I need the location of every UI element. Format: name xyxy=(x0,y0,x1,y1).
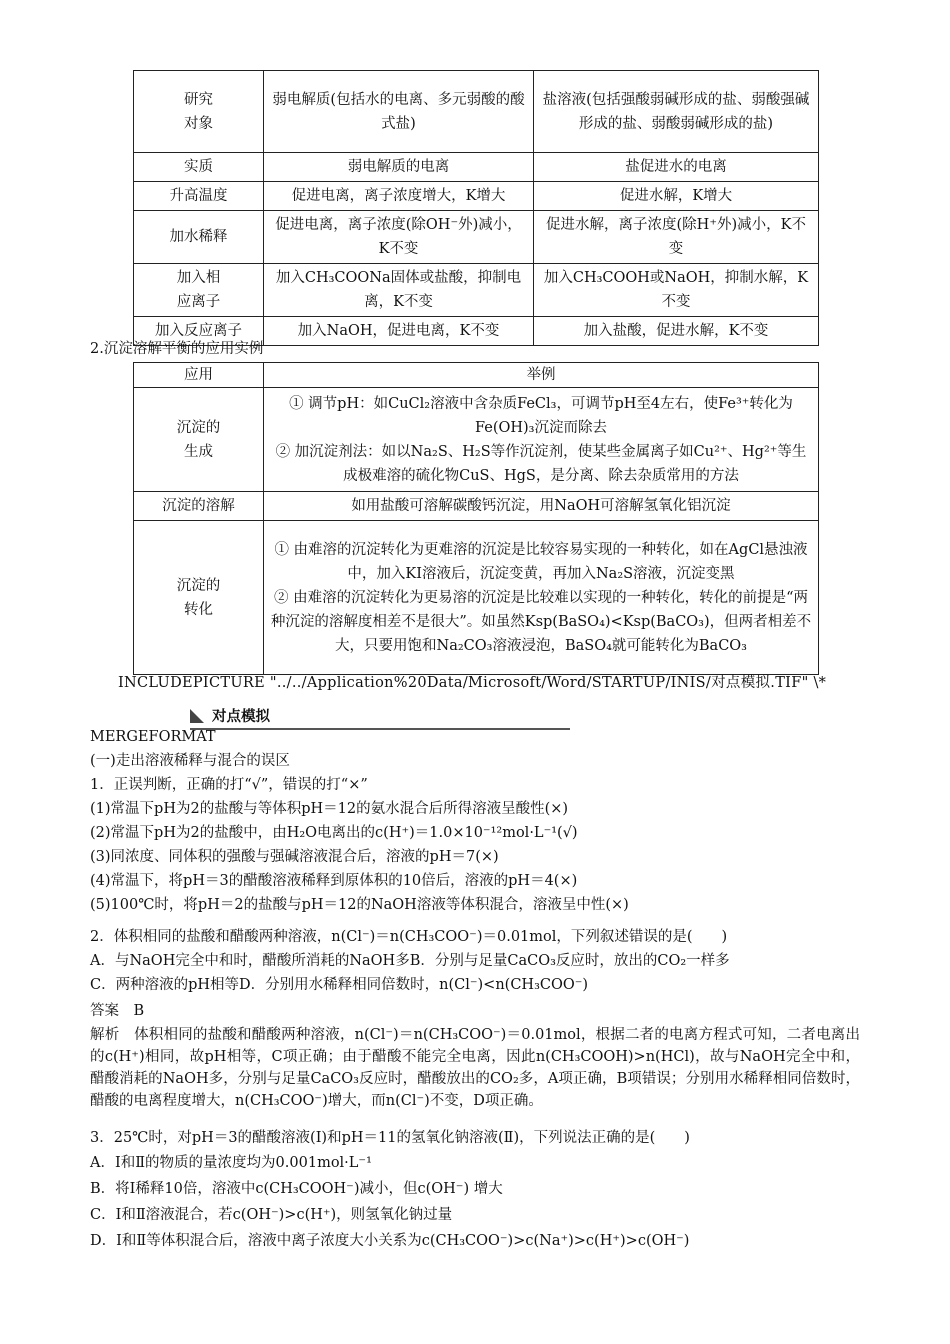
table-cell: ① 由难溶的沉淀转化为更难溶的沉淀是比较容易实现的一种转化，如在AgCl悬浊液中，加入KI溶液后，沉淀变黄，再加入Na₂S溶液，沉淀变黑 ② 由难溶的沉淀转化为更易溶的沉淀是比较难以实现的一种转化，转化的前提是“两种沉淀的溶解度相差不是很大”。如虽然Ksp(BaSO₄)<Ksp(BaCO₃)，但两者相差不大，只要用饱和Na₂CO₃溶液浸泡，BaSO₄就可能转化为BaCO₃ xyxy=(264,521,819,675)
table-header-cell: 应用 xyxy=(134,363,264,388)
table-cell: ① 调节pH：如CuCl₂溶液中含杂质FeCl₃，可调节pH至4左右，使Fe³⁺转化为Fe(OH)₃沉淀而除去 ② 加沉淀剂法：如以Na₂S、H₂S等作沉淀剂，使某些金属离子如Cu²⁺、Hg²⁺等生成极难溶的硫化物CuS、HgS，是分离、除去杂质常用的方法 xyxy=(264,388,819,492)
table-cell: 促进电离，离子浓度(除OH⁻外)减小，K不变 xyxy=(264,211,534,264)
table-cell: 实质 xyxy=(134,153,264,182)
table-row xyxy=(134,521,819,675)
statement-4: (4)常温下，将pH＝3的醋酸溶液稀释到原体积的10倍后，溶液的pH＝4(×) xyxy=(90,873,578,889)
table-row xyxy=(134,388,819,492)
table-row xyxy=(134,71,819,153)
table-row xyxy=(134,182,819,211)
statement-2: (2)常温下pH为2的盐酸中，由H₂O电离出的c(H⁺)＝1.0×10⁻¹²mol·L⁻¹(√) xyxy=(90,825,578,841)
include-field-code: INCLUDEPICTURE "../../Application%20Data/Microsoft/Word/STARTUP/INIS/对点模拟.TIF" \* xyxy=(118,675,827,691)
table-cell: 加入相 应离子 xyxy=(134,264,264,317)
statement-5: (5)100℃时，将pH＝2的盐酸与pH＝12的NaOH溶液等体积混合，溶液呈中性(×) xyxy=(90,897,629,913)
table-row xyxy=(134,211,819,264)
answer: 答案 B xyxy=(90,1003,145,1019)
table-cell: 如用盐酸可溶解碳酸钙沉淀，用NaOH可溶解氢氧化铝沉淀 xyxy=(264,492,819,521)
table-cell: 弱电解质的电离 xyxy=(264,153,534,182)
option-d: D．Ⅰ和Ⅱ等体积混合后，溶液中离子浓度大小关系为c(CH₃COO⁻)>c(Na⁺)>c(H⁺)>c(OH⁻) xyxy=(90,1233,690,1249)
statement-1: (1)常温下pH为2的盐酸与等体积pH＝12的氨水混合后所得溶液呈酸性(×) xyxy=(90,801,569,817)
table-cell: 沉淀的溶解 xyxy=(134,492,264,521)
application-table xyxy=(133,362,819,675)
table-cell: 促进水解，离子浓度(除H⁺外)减小，K不变 xyxy=(534,211,819,264)
table-cell: 加入CH₃COONa固体或盐酸，抑制电离，K不变 xyxy=(264,264,534,317)
option-cd: C．两种溶液的pH相等D．分别用水稀释相同倍数时，n(Cl⁻)<n(CH₃COO⁻) xyxy=(90,977,589,993)
section-banner xyxy=(190,706,570,728)
table-cell: 升高温度 xyxy=(134,182,264,211)
question-2: 2．体积相同的盐酸和醋酸两种溶液，n(Cl⁻)＝n(CH₃COO⁻)＝0.01mol，下列叙述错误的是( ) xyxy=(90,929,728,945)
table-cell: 加水稀释 xyxy=(134,211,264,264)
comparison-table xyxy=(133,70,819,346)
triangle-icon xyxy=(190,709,204,723)
question-3: 3．25℃时，对pH＝3的醋酸溶液(Ⅰ)和pH＝11的氢氧化钠溶液(Ⅱ)，下列说法正确的是( ) xyxy=(90,1130,690,1146)
statement-3: (3)同浓度、同体积的强酸与强碱溶液混合后，溶液的pH＝7(×) xyxy=(90,849,499,865)
banner-rule xyxy=(190,728,570,730)
table-cell: 盐溶液(包括强酸弱碱形成的盐、弱酸强碱形成的盐、弱酸弱碱形成的盐) xyxy=(534,71,819,153)
table-cell: 加入盐酸，促进水解，K不变 xyxy=(534,317,819,346)
table-row xyxy=(134,153,819,182)
section-title: 2.沉淀溶解平衡的应用实例 xyxy=(90,341,264,357)
table-header-row xyxy=(134,363,819,388)
banner-label: 对点模拟 xyxy=(212,709,270,725)
table-cell: 促进水解，K增大 xyxy=(534,182,819,211)
subsection-heading: (一)走出溶液稀释与混合的误区 xyxy=(90,753,290,769)
table-cell: 加入NaOH，促进电离，K不变 xyxy=(264,317,534,346)
option-b: B．将Ⅰ稀释10倍，溶液中c(CH₃COOH⁻)减小，但c(OH⁻) 增大 xyxy=(90,1181,503,1197)
table-cell: 加入CH₃COOH或NaOH，抑制水解，K不变 xyxy=(534,264,819,317)
merge-field-code: MERGEFORMAT xyxy=(90,729,216,745)
explanation: 解析 体积相同的盐酸和醋酸两种溶液，n(Cl⁻)＝n(CH₃COO⁻)＝0.01mol，根据二者的电离方程式可知，二者电离出的c(H⁺)相同，故pH相等，C项正确；由于醋酸不能完全电离，因此n(CH₃COOH)>n(HCl)，故与NaOH完全中和，醋酸消耗的NaOH多，分别与足量CaCO₃反应时，醋酸放出的CO₂多，A项正确，B项错误；分别用水稀释相同倍数时，醋酸的电离程度增大，n(CH₃COO⁻)增大，而n(Cl⁻)不变，D项正确。 xyxy=(90,1027,860,1109)
table-cell: 沉淀的 生成 xyxy=(134,388,264,492)
table-cell: 盐促进水的电离 xyxy=(534,153,819,182)
option-c: C．Ⅰ和Ⅱ溶液混合，若c(OH⁻)>c(H⁺)，则氢氧化钠过量 xyxy=(90,1207,453,1223)
table-cell: 加入反应离子 xyxy=(134,317,264,346)
question-1: 1．正误判断，正确的打“√”，错误的打“×” xyxy=(90,777,368,793)
table-cell: 研究 对象 xyxy=(134,71,264,153)
table-row xyxy=(134,492,819,521)
option-a: A．Ⅰ和Ⅱ的物质的量浓度均为0.001mol·L⁻¹ xyxy=(90,1155,372,1171)
option-ab: A．与NaOH完全中和时，醋酸所消耗的NaOH多B．分别与足量CaCO₃反应时，放出的CO₂一样多 xyxy=(90,953,730,969)
table-cell: 沉淀的 转化 xyxy=(134,521,264,675)
table-header-cell: 举例 xyxy=(264,363,819,388)
table-row xyxy=(134,264,819,317)
table-cell: 弱电解质(包括水的电离、多元弱酸的酸式盐) xyxy=(264,71,534,153)
table-cell: 促进电离，离子浓度增大，K增大 xyxy=(264,182,534,211)
